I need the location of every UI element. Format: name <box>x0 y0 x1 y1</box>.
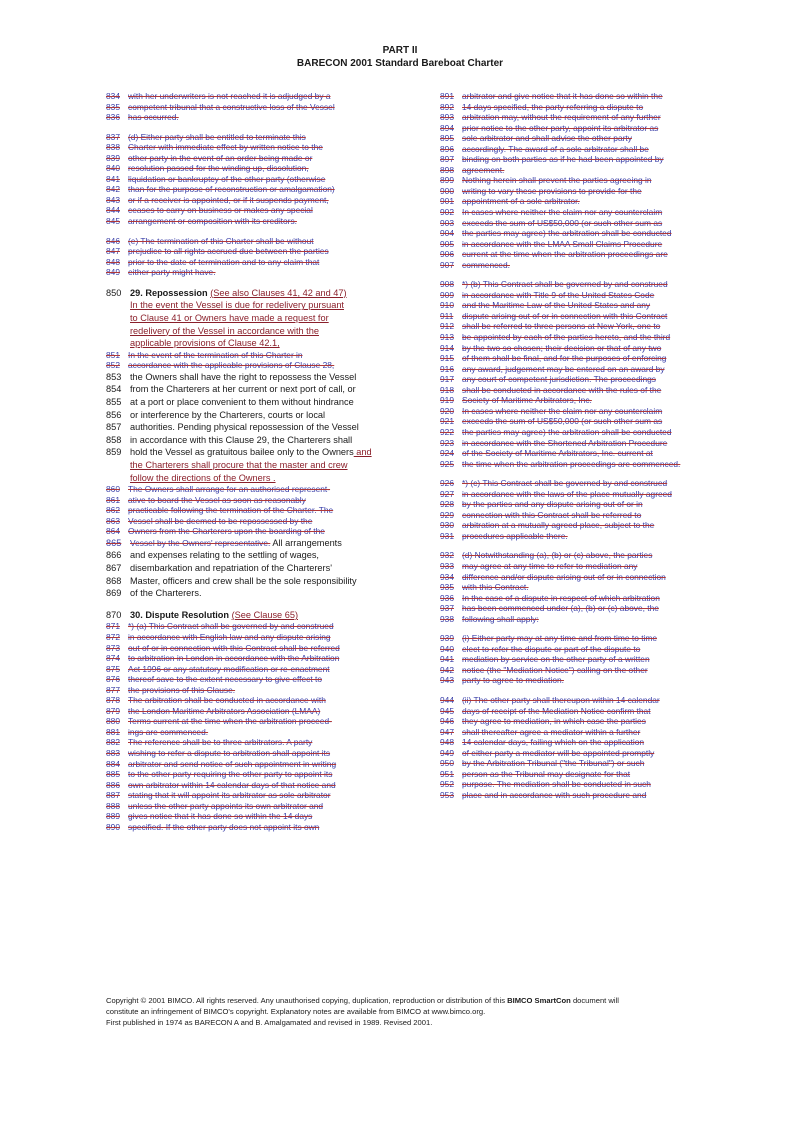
deleted-line: 860 The Owners shall arrange for an authorised represent- <box>106 484 331 495</box>
deleted-line: 917 any court of competent jurisdiction. The proceedings <box>440 374 656 385</box>
clause-line: 869 of the Charterers. <box>106 588 202 599</box>
deleted-line: 893 arbitration may, without the requirement of any further <box>440 112 661 123</box>
deleted-line: 862 practicable following the termination of the Charter. The <box>106 505 334 516</box>
clause-30-continued <box>440 91 730 800</box>
deleted-line: 901 appointment of a sole arbitrator. <box>440 196 580 207</box>
deleted-line: 900 writing to vary these provisions to provide for the <box>440 185 642 196</box>
deleted-line: 851 In the event of the termination of this Charter in <box>106 349 303 360</box>
clause-line: 857 authorities. Pending physical repossession of the Vessel <box>106 422 359 433</box>
clause-30-reference: (See Clause 65) <box>231 609 298 620</box>
deleted-line: 863 Vessel shall be deemed to be repossessed by the <box>106 515 313 526</box>
deleted-line: 953 place and in accordance with such procedure and <box>440 789 647 800</box>
deleted-line: 834 with her underwriters is not reached it is adjudged by a <box>106 91 331 101</box>
deleted-line: 871 *) (a) This Contract shall be governed by and construed <box>106 621 334 632</box>
deleted-line: 921 exceeds the sum of US$50,000 (or such other sum as <box>440 416 663 427</box>
clause-line: 855 at a port or place convenient to them without hindrance <box>106 397 354 407</box>
deleted-line: 941 mediation by service on the other party of a written <box>440 654 650 665</box>
deleted-line: 898 agreement. <box>440 164 505 175</box>
deleted-line: 873 out of or in connection with this Contract shall be referred <box>106 642 340 653</box>
clause-29-heading: 850 29. Repossession (See also Clauses 41, 42 and 47) <box>106 287 347 298</box>
deleted-line: 904 the parties may agree) the arbitration shall be conducted <box>440 228 672 239</box>
deleted-line: 897 binding on both parties as if he had been appointed by <box>440 154 664 165</box>
right-column <box>440 91 730 800</box>
deleted-line: 847 prejudice to all rights accrued due between the parties <box>106 246 329 257</box>
deleted-line: 924 of the Society of Maritime Arbitrators, Inc. current at <box>440 448 653 459</box>
deleted-line: 879 the London Maritime Arbitrators Association (LMAA) <box>106 705 321 716</box>
deleted-line: 876 thereof save to the extent necessary to give effect to <box>106 674 322 685</box>
deleted-line: 837 (d) Either party shall be entitled to terminate this <box>106 131 306 142</box>
clause-line: 854 from the Charterers at her current or next port of call, or <box>106 384 356 395</box>
deleted-line: 915 of them shall be final, and for the purposes of enforcing <box>440 353 667 364</box>
deleted-line: 902 In cases where neither the claim nor any counterclaim <box>440 207 663 218</box>
deleted-line: 919 Society of Maritime Arbitrators, Inc. <box>440 395 592 406</box>
deleted-line: 894 prior notice to the other party, appoint its arbitrator as <box>440 122 659 133</box>
deleted-line: 889 gives notice that it has done so within the 14 days <box>106 811 313 822</box>
deleted-line: 943 party to agree to mediation. <box>440 675 564 686</box>
deleted-line: 835 competent tribunal that a constructive loss of the Vessel <box>106 101 335 112</box>
deleted-line: 926 *) (c) This Contract shall be governed by and construed <box>440 478 668 489</box>
deleted-line: 838 Charter with immediate effect by written notice to the <box>106 142 323 153</box>
deleted-line: 848 prior to the date of termination and to any claim that <box>106 256 320 267</box>
deleted-line: 949 of either party a mediator will be appointed promptly <box>440 747 655 758</box>
part-label: PART II <box>382 45 418 56</box>
deleted-line: 939 (i) Either party may at any time and from time to time <box>440 633 658 644</box>
deleted-line: 920 In cases where neither the claim nor any counterclaim <box>440 405 663 416</box>
deleted-line: 899 Nothing herein shall prevent the parties agreeing in <box>440 175 652 186</box>
deleted-line: 839 other party in the event of an order being made or <box>106 152 313 163</box>
deleted-line: 852 accordance with the applicable provisions of Clause 28, <box>106 360 335 371</box>
deleted-line: 951 person as the Tribunal may designate for that <box>440 768 631 779</box>
clause-29 <box>106 287 406 600</box>
deleted-line: 906 current at the time when the arbitration proceedings are <box>440 249 668 260</box>
deleted-line: 883 wishing to refer a dispute to arbitration shall appoint its <box>106 748 331 759</box>
deleted-line: 913 be appointed by each of the parties hereto, and the third <box>440 332 671 343</box>
clause-30 <box>106 609 406 833</box>
deleted-line: 952 purpose. The mediation shall be conducted in such <box>440 779 651 790</box>
page-header <box>0 44 800 70</box>
deleted-line: 882 The reference shall be to three arbitrators. A party <box>106 737 313 748</box>
deleted-line: 945 days of receipt of the Mediation Notice confirm that <box>440 705 651 716</box>
clause-line: 868 Master, officers and crew shall be the sole responsibility <box>106 575 357 586</box>
deleted-line: 874 to arbitration in London in accordance with the Arbitration <box>106 653 340 664</box>
deleted-line: 942 notice (the "Mediation Notice") calling on the other <box>440 664 648 675</box>
deleted-line: 931 procedures applicable there. <box>440 530 568 541</box>
deleted-line: 932 (d) Notwithstanding (a), (b) or (c) above, the parties <box>440 550 653 561</box>
inserted-text: In the event the Vessel is due for redelivery pursuant to Clause 41 or Owners have made a request for redelivery of the Vessel in accordance with the applicable provisions of Clause 42.1, <box>130 300 344 349</box>
deleted-line: 846 (e) The termination of this Charter shall be without <box>106 235 314 246</box>
deleted-line: 938 following shall apply: <box>440 613 539 624</box>
clause-line: 866 and expenses relating to the settling of wages, <box>106 550 319 561</box>
clause-28-tail <box>106 91 406 278</box>
deleted-line: 925 the time when the arbitration proceedings are commenced. <box>440 458 681 469</box>
deleted-line: 840 resolution passed for the winding up, dissolution, <box>106 163 309 174</box>
deleted-line: 923 in accordance with the Shortened Arbitration Procedure <box>440 437 668 448</box>
deleted-line: 864 Owners from the Charterers upon the boarding of the <box>106 526 325 537</box>
deleted-line: 875 Act 1996 or any statutory modification or re-enactment <box>106 663 330 674</box>
clause-29-title: 29. Repossession <box>130 287 208 298</box>
deleted-line: 884 arbitrator and send notice of such appointment in writing <box>106 758 337 769</box>
deleted-line: 910 and the Maritime Law of the United States and any <box>440 300 651 311</box>
deleted-line: 843 or if a receiver is appointed, or if it suspends payment, <box>106 194 329 205</box>
deleted-line: 907 commenced. <box>440 259 510 270</box>
deleted-line: 892 14 days specified, the party referring a dispute to <box>440 101 644 112</box>
clause-line: 865 Vessel by the Owners' representative. All arrangements <box>106 537 342 548</box>
deleted-line: 842 than for the purpose of reconstruction or amalgamation) <box>106 184 335 195</box>
deleted-line: 928 by the parties and any dispute arising out of or in <box>440 499 643 510</box>
deleted-line: 895 sole arbitrator and shall advise the other party <box>440 133 632 144</box>
deleted-line: 872 in accordance with English law and any dispute arising <box>106 632 331 642</box>
clause-30-title: 30. Dispute Resolution <box>130 609 230 620</box>
deleted-line: 885 to the other party requiring the other party to appoint its <box>106 769 333 780</box>
clause-30-heading: 870 30. Dispute Resolution (See Clause 65) <box>106 609 298 620</box>
deleted-line: 877 the provisions of this Clause. <box>106 684 236 695</box>
deleted-line: 896 accordingly. The award of a sole arbitrator shall be <box>440 143 649 154</box>
deleted-line: 930 arbitration at a mutually agreed place, subject to the <box>440 520 655 531</box>
deleted-line: 911 dispute arising out of or in connection with this Contract <box>440 310 668 321</box>
deleted-line: 841 liquidation or bankruptcy of the other party (otherwise <box>106 173 326 184</box>
deleted-line: 909 in accordance with Title 9 of the United States Code <box>440 289 655 300</box>
deleted-line: 836 has occurred. <box>106 112 179 123</box>
deleted-line: 878 The arbitration shall be conducted in accordance with <box>106 695 326 706</box>
deleted-line: 944 (ii) The other party shall thereupon within 14 calendar <box>440 694 660 705</box>
deleted-line: 845 arrangement or composition with its creditors. <box>106 216 297 227</box>
deleted-line: 922 the parties may agree) the arbitration shall be conducted <box>440 426 672 437</box>
deleted-line: 844 ceases to carry on business or makes any special <box>106 205 313 216</box>
deleted-line: 947 shall thereafter agree a mediator within a further <box>440 726 641 737</box>
deleted-line: 891 arbitrator and give notice that it has done so within the <box>440 91 663 101</box>
inserted-text: the Charterers shall procure that the master and crew follow the directions of the Owners . <box>130 459 348 483</box>
clause-line: 867 disembarkation and repatriation of the Charterers' <box>106 563 332 574</box>
clause-29-reference: (See also Clauses 41, 42 and 47) <box>210 287 347 298</box>
deleted-line: 914 by the two so chosen; their decision or that of any two <box>440 342 662 353</box>
deleted-line: 903 exceeds the sum of US$50,000 (or such other sum as <box>440 217 663 228</box>
deleted-line: 880 Terms current at the time when the arbitration proceed- <box>106 716 332 727</box>
deleted-line: 908 *) (b) This Contract shall be governed by and construed <box>440 279 668 290</box>
deleted-line: 905 in accordance with the LMAA Small Claims Procedure <box>440 238 663 249</box>
deleted-line: 940 elect to refer the dispute or part of the dispute to <box>440 643 641 654</box>
clause-line: 858 in accordance with this Clause 29, the Charterers shall <box>106 434 353 445</box>
deleted-line: 849 either party might have. <box>106 267 216 278</box>
deleted-line: 946 they agree to mediation, in which case the parties <box>440 716 646 727</box>
copyright-footer: Copyright © 2001 BIMCO. All rights reserved. Any unauthorised copying, duplication, reproduction or distribution of this BIMCO SmartCon document will constitute an infringement of BIMCO's copyright. Explanatory notes are available from BIMCO at www.bimco.org. First published in 1974 as BARECON A and B. Amalgamated and revised in 1989. Revised 2001. <box>106 996 619 1027</box>
deleted-line: 887 stating that it will appoint its arbitrator as sole arbitrator <box>106 790 331 801</box>
deleted-line: 927 in accordance with the laws of the place mutually agreed <box>440 488 672 499</box>
deleted-line: 950 by the Arbitration Tribunal ("the Tribunal") or such <box>440 758 645 769</box>
left-column <box>106 91 406 832</box>
deleted-line: 888 unless the other party appoints its own arbitrator and <box>106 800 324 811</box>
document-title: BARECON 2001 Standard Bareboat Charter <box>296 58 504 69</box>
clause-line: 853 the Owners shall have the right to repossess the Vessel <box>106 371 357 382</box>
deleted-line: 881 ings are commenced. <box>106 726 209 737</box>
deleted-line: 890 specified. If the other party does not appoint its own <box>106 821 320 832</box>
deleted-line: 912 shall be referred to three persons at New York, one to <box>440 321 661 332</box>
deleted-line: 929 connection with this Contract shall be referred to <box>440 509 642 520</box>
deleted-line: 948 14 calendar days, failing which on the application <box>440 737 645 748</box>
clause-line: 859 hold the Vessel as gratuitous bailee only to the Owners and <box>106 447 372 458</box>
deleted-line: 933 may agree at any time to refer to mediation any <box>440 560 638 571</box>
deleted-line: 916 any award, judgement may be entered on an award by <box>440 363 665 374</box>
deleted-line: 934 difference and/or dispute arising out of or in connection <box>440 571 666 582</box>
deleted-line: 937 has been commenced under (a), (b) or (c) above, the <box>440 603 659 614</box>
deleted-line: 936 In the case of a dispute in respect of which arbitration <box>440 592 660 603</box>
deleted-line: 861 ative to board the Vessel as soon as reasonably <box>106 494 306 505</box>
clause-line: 856 or interference by the Charterers, courts or local <box>106 409 326 420</box>
deleted-line: 918 shall be conducted in accordance with the rules of the <box>440 384 662 395</box>
deleted-line: 935 with this Contract. <box>440 582 529 593</box>
deleted-line: 886 own arbitrator within 14 calendar days of that notice and <box>106 779 336 790</box>
